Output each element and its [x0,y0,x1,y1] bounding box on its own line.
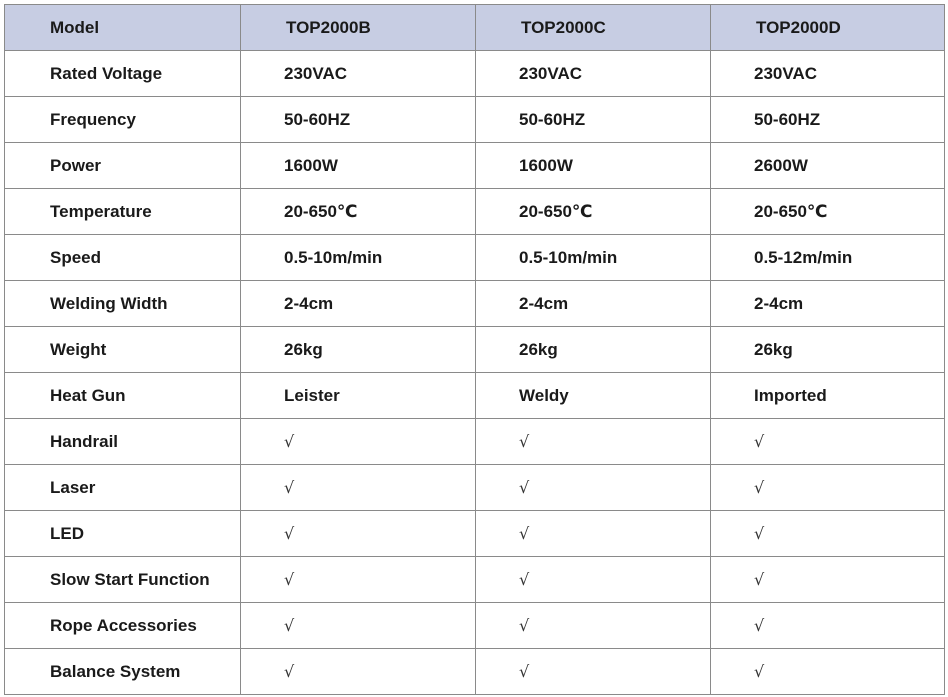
table-row [5,419,945,465]
checkmark-icon: √ [476,511,711,557]
row-label: Temperature [5,189,241,235]
header-top2000b: TOP2000B [241,5,476,51]
table-row [5,327,945,373]
table-cell: 50-60HZ [711,97,945,143]
table-cell: 20-650℃ [241,189,476,235]
table-row [5,235,945,281]
table-body [5,51,945,695]
table-cell: 230VAC [711,51,945,97]
table-cell: Leister [241,373,476,419]
table-cell: 2600W [711,143,945,189]
table-cell: 230VAC [476,51,711,97]
table-cell: 1600W [476,143,711,189]
checkmark-icon: √ [241,419,476,465]
table-cell: 230VAC [241,51,476,97]
table-row [5,51,945,97]
checkmark-icon: √ [241,649,476,695]
row-label: Welding Width [5,281,241,327]
table-row [5,465,945,511]
row-label: Slow Start Function [5,557,241,603]
spec-comparison-table [4,4,945,695]
row-label: Weight [5,327,241,373]
table-row [5,373,945,419]
table-row [5,511,945,557]
checkmark-icon: √ [476,465,711,511]
table-cell: Imported [711,373,945,419]
table-cell: 50-60HZ [241,97,476,143]
row-label: Balance System [5,649,241,695]
row-label: Laser [5,465,241,511]
header-top2000d: TOP2000D [711,5,945,51]
checkmark-icon: √ [711,603,945,649]
header-top2000c: TOP2000C [476,5,711,51]
table-cell: Weldy [476,373,711,419]
table-cell: 26kg [711,327,945,373]
checkmark-icon: √ [476,649,711,695]
row-label: Handrail [5,419,241,465]
table-row [5,97,945,143]
checkmark-icon: √ [241,557,476,603]
checkmark-icon: √ [476,603,711,649]
table-row [5,557,945,603]
table-row [5,281,945,327]
checkmark-icon: √ [476,419,711,465]
table-cell: 0.5-10m/min [241,235,476,281]
table-cell: 50-60HZ [476,97,711,143]
table-row [5,143,945,189]
row-label: Heat Gun [5,373,241,419]
table-cell: 2-4cm [241,281,476,327]
row-label: Power [5,143,241,189]
table-cell: 2-4cm [711,281,945,327]
checkmark-icon: √ [241,465,476,511]
checkmark-icon: √ [711,557,945,603]
row-label: Frequency [5,97,241,143]
row-label: LED [5,511,241,557]
table-cell: 0.5-12m/min [711,235,945,281]
table-row [5,189,945,235]
checkmark-icon: √ [476,557,711,603]
table-cell: 2-4cm [476,281,711,327]
row-label: Speed [5,235,241,281]
checkmark-icon: √ [241,603,476,649]
checkmark-icon: √ [711,649,945,695]
row-label: Rated Voltage [5,51,241,97]
checkmark-icon: √ [711,465,945,511]
table-cell: 26kg [241,327,476,373]
table-cell: 20-650℃ [476,189,711,235]
table-row [5,649,945,695]
header-model: Model [5,5,241,51]
row-label: Rope Accessories [5,603,241,649]
checkmark-icon: √ [711,419,945,465]
table-cell: 20-650℃ [711,189,945,235]
table-row [5,603,945,649]
table-header-row [5,5,945,51]
checkmark-icon: √ [241,511,476,557]
table-cell: 1600W [241,143,476,189]
table-cell: 26kg [476,327,711,373]
table-cell: 0.5-10m/min [476,235,711,281]
checkmark-icon: √ [711,511,945,557]
